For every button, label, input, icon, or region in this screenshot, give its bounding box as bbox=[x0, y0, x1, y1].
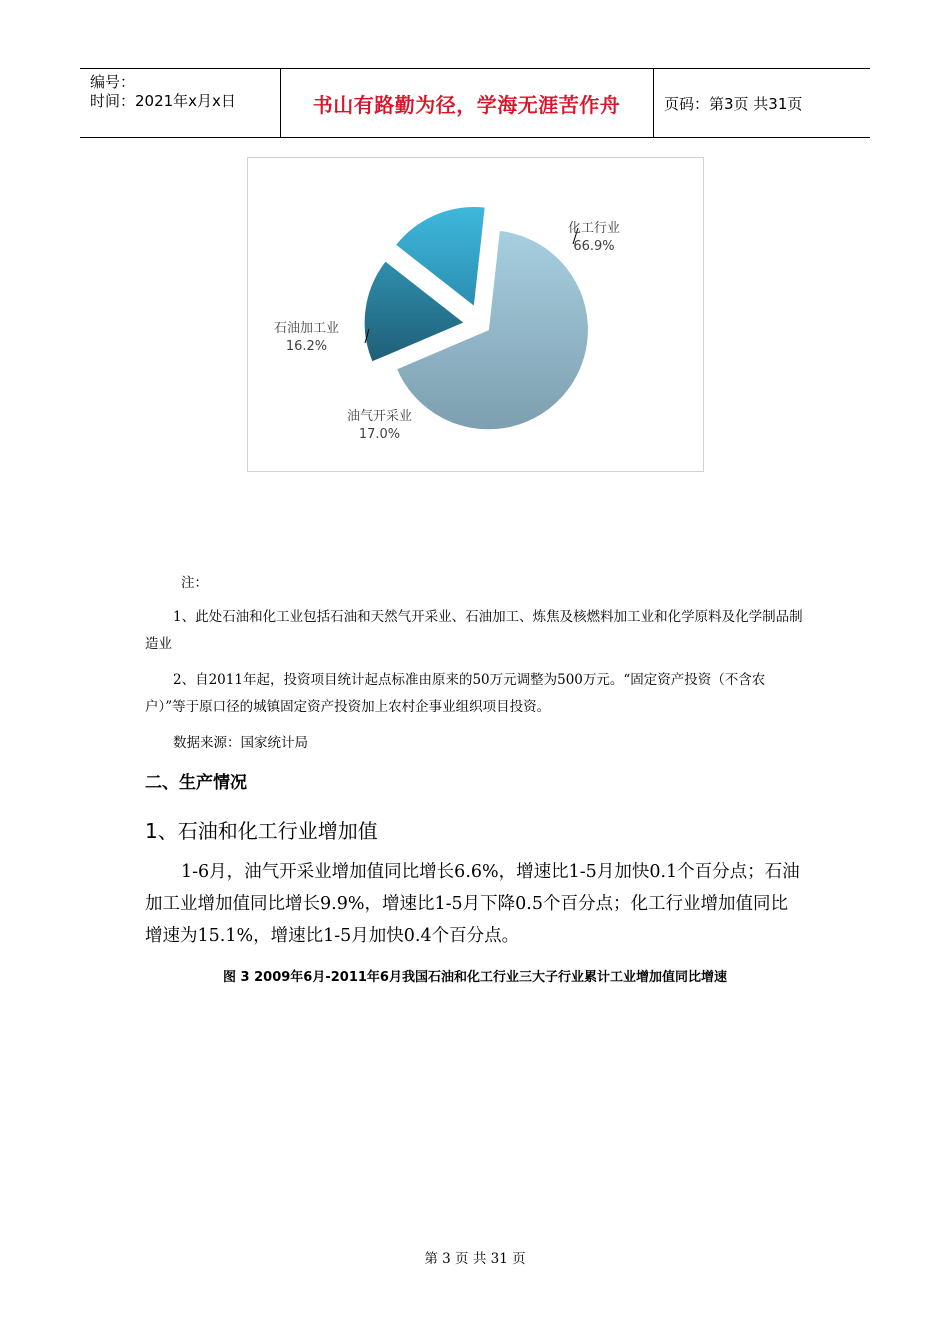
header-motto: 书山有路勤为径，学海无涯苦作舟 bbox=[312, 92, 621, 117]
figure-caption: 图 3 2009年6月-2011年6月我国石油和化工行业三大子行业累计工业增加值同比增速 bbox=[223, 970, 727, 985]
note-heading bbox=[145, 570, 208, 597]
section-subtitle: 1、石油和化工行业增加值 bbox=[145, 819, 378, 843]
slice-name-oilgas: 油气开采业 bbox=[347, 409, 413, 424]
slice-label-oilgas bbox=[347, 408, 412, 444]
note-item-2: 2、自2011年起，投资项目统计起点标准由原来的50万元调整为500万元。“固定资产投资（不含农户）”等于原口径的城镇固定资产投资加上农村企事业组织项目投资。 bbox=[145, 672, 766, 715]
slice-name-chem: 化工行业 bbox=[568, 221, 621, 236]
slice-label-refining bbox=[274, 320, 339, 356]
pie-chart-svg bbox=[248, 158, 703, 471]
slice-value-oilgas: 17.0% bbox=[358, 427, 401, 442]
note-item-1: 1、此处石油和化工业包括石油和天然气开采业、石油加工、炼焦及核燃料加工业和化学原料及化学制品制造业 bbox=[145, 609, 803, 652]
page-footer: 第 3 页 共 31 页 bbox=[424, 1251, 526, 1267]
doc-date-label: 时间：2021年x月x日 bbox=[90, 92, 236, 110]
header-page-cell bbox=[654, 69, 870, 137]
slice-value-chem: 66.9% bbox=[573, 239, 615, 254]
section-paragraph: 1-6月，油气开采业增加值同比增长6.6%，增速比1-5月加快0.1个百分点；石油加工业增加值同比增长9.9%，增速比1-5月下降0.5个百分点；化工行业增加值同比增速为15.1%，增速比1-5月加快0.4个百分点。 bbox=[145, 862, 800, 946]
header-page-label: 页码：第3页 共31页 bbox=[664, 94, 803, 113]
section-title: 二、生产情况 bbox=[145, 773, 247, 793]
slice-label-chem bbox=[568, 220, 620, 256]
note-heading-text: 注： bbox=[181, 575, 208, 591]
page-header bbox=[80, 68, 870, 138]
doc-number-label: 编号： bbox=[90, 73, 136, 91]
pie-chart bbox=[247, 157, 704, 472]
data-source-text: 数据来源：国家统计局 bbox=[173, 735, 308, 751]
header-meta-cell bbox=[80, 69, 281, 137]
slice-name-refining: 石油加工业 bbox=[274, 321, 340, 336]
slice-value-refining: 16.2% bbox=[285, 339, 328, 354]
data-source bbox=[145, 730, 308, 757]
header-motto-cell bbox=[280, 69, 654, 137]
